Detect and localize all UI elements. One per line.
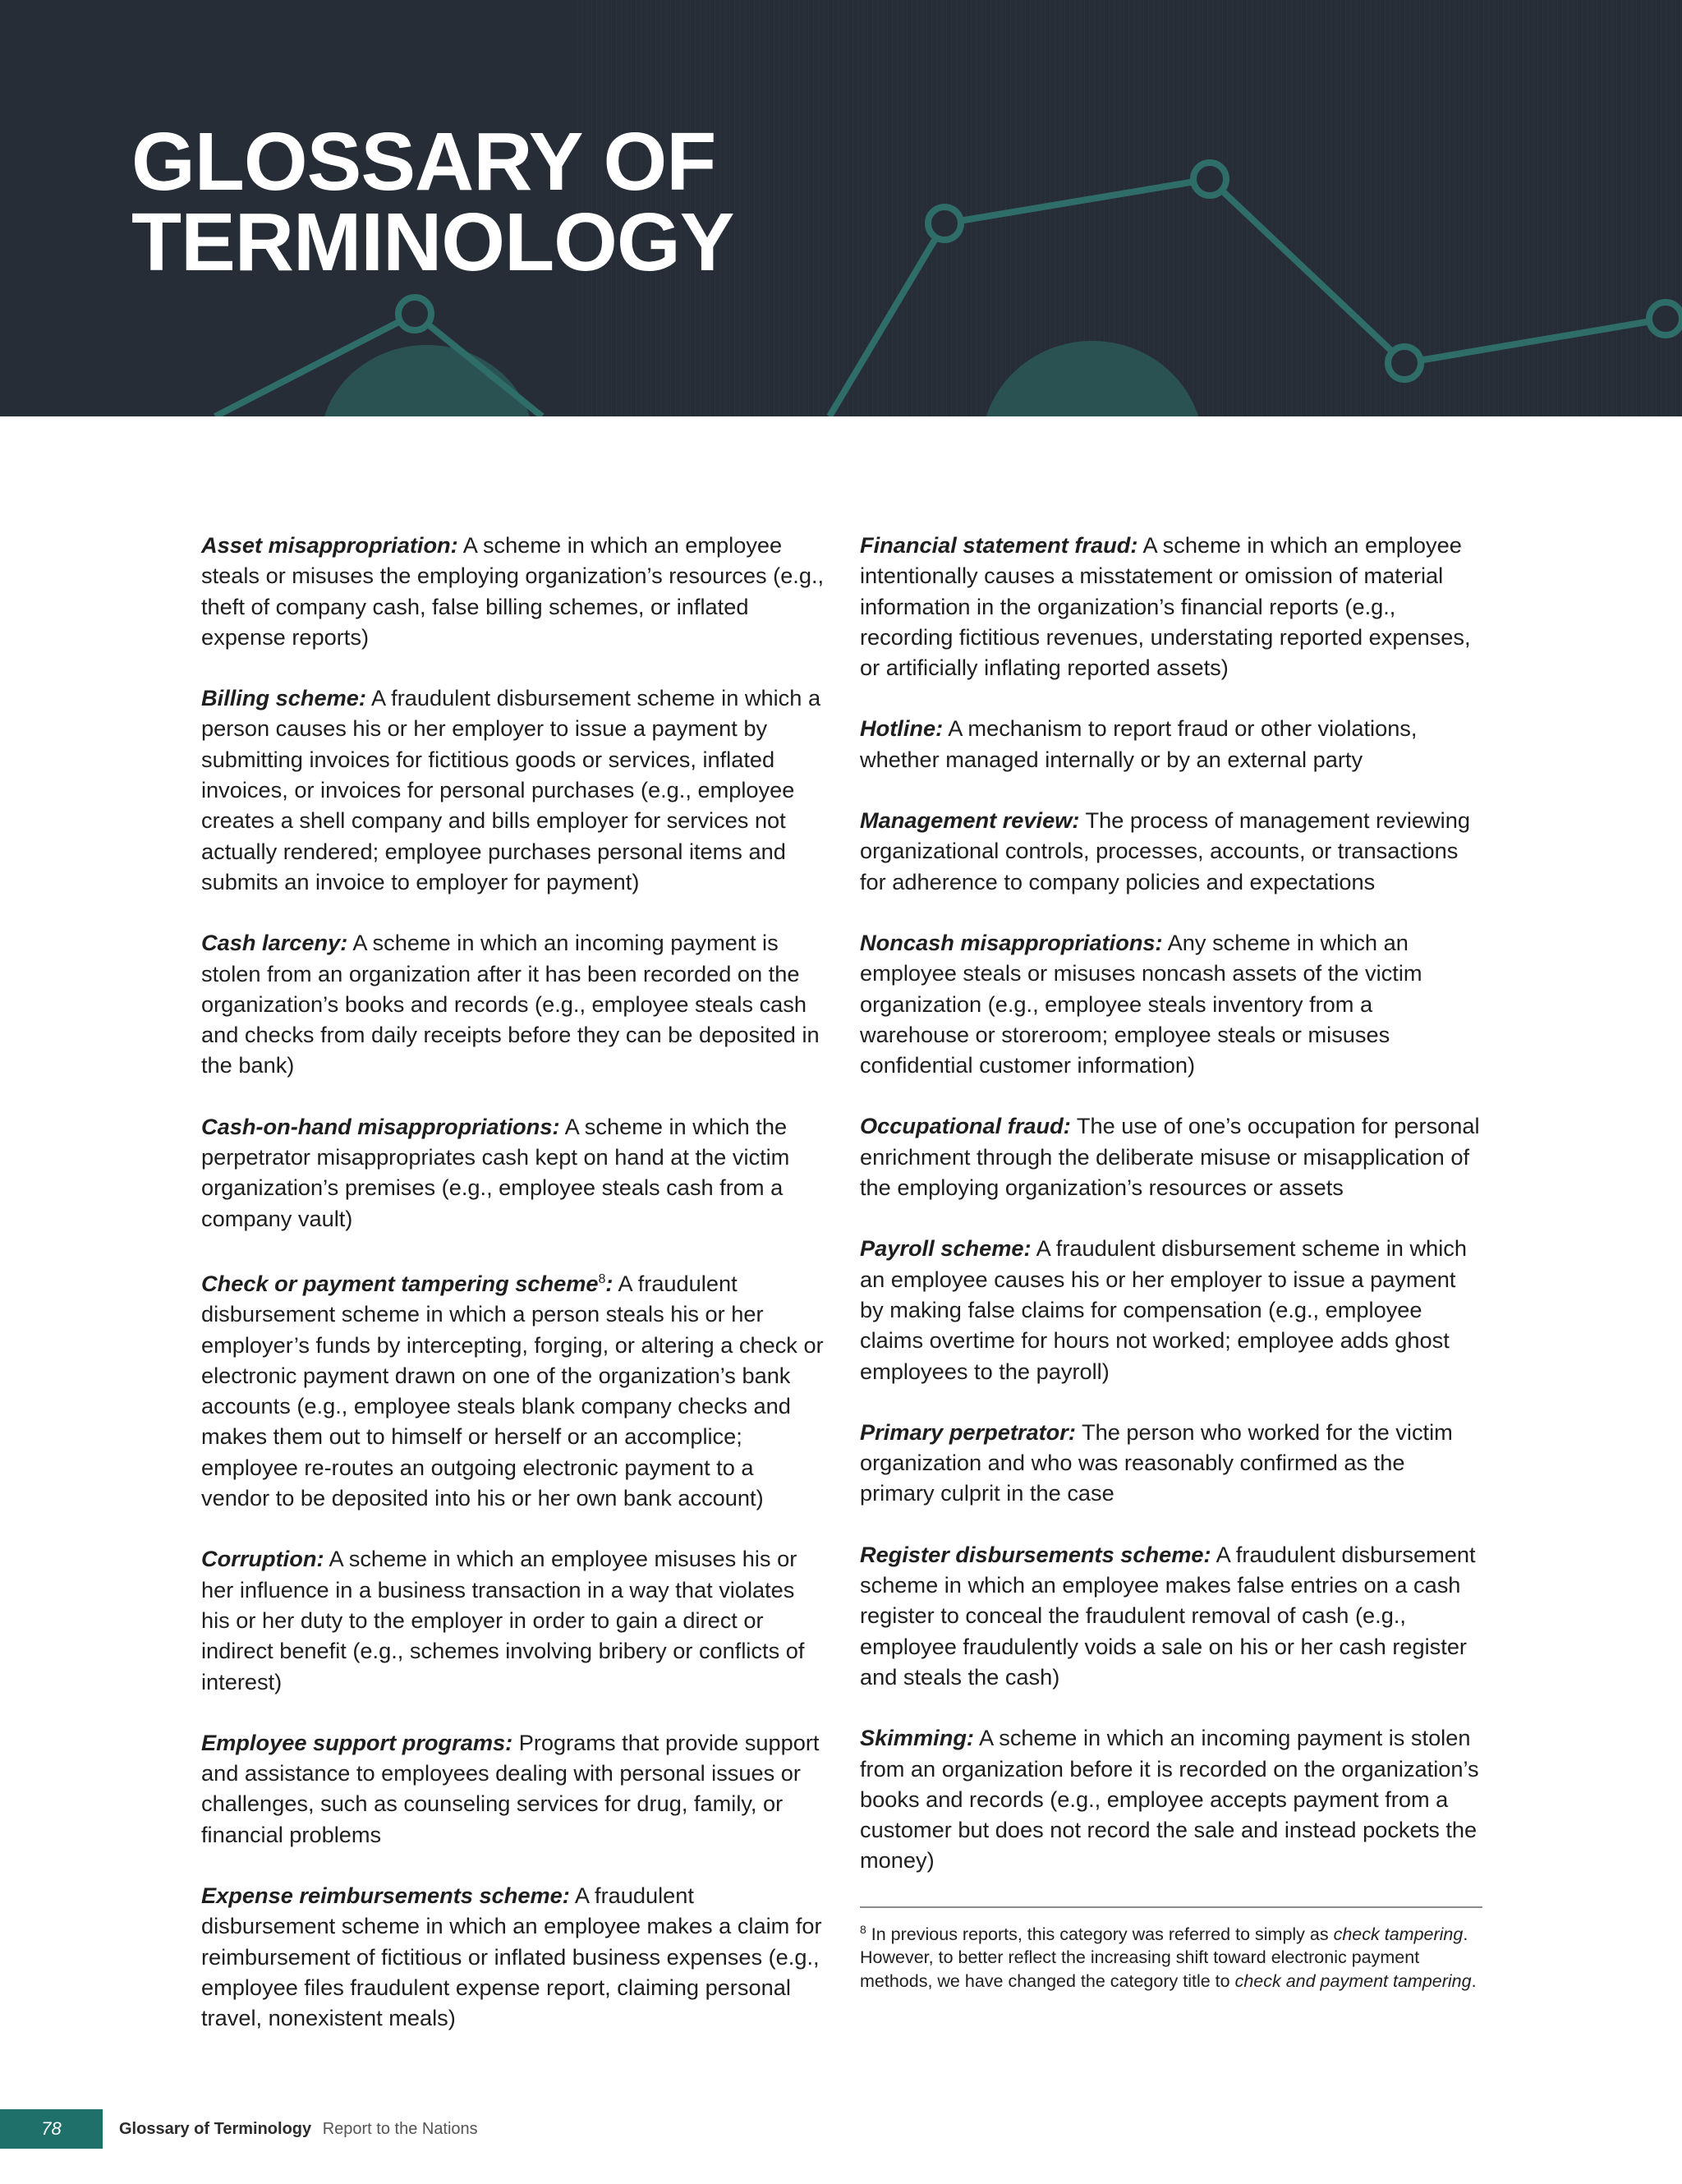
footnote-italic-b: check and payment tampering [1234, 1971, 1472, 1992]
glossary-entry-payroll-scheme [860, 1233, 1484, 1386]
term: Billing scheme: [201, 685, 366, 711]
term: Cash-on-hand misappropriations: [201, 1113, 560, 1139]
page-number: 78 [0, 2109, 103, 2149]
glossary-entry-cash-larceny [201, 927, 825, 1080]
glossary-entry-skimming [860, 1722, 1484, 1875]
definition: Any scheme in which an employee steals or misuses noncash assets of the victim organization (e.g., employee steals inventory from a warehouse or storeroom; employee steals or misuses confidential customer information) [860, 929, 1422, 1078]
glossary-entry-hotline [860, 713, 1484, 775]
glossary-entry-register-disbursements [860, 1539, 1484, 1692]
definition: The use of one’s occupation for personal enrichment through the deliberate misuse or misapplication of the employing organization’s resources or assets [860, 1113, 1480, 1201]
footnote-text-a: In previous reports, this category was referred to simply as [866, 1924, 1334, 1944]
page-title [131, 116, 734, 288]
term: Corruption: [201, 1546, 324, 1572]
term: Asset misappropriation: [201, 532, 458, 558]
footnote-ref[interactable]: 8 [598, 1271, 606, 1286]
definition: Programs that provide support and assistance to employees dealing with personal issues or challenges, such as counseling services for drug, family, or financial problems [201, 1729, 820, 1847]
definition: A fraudulent disbursement scheme in which a person steals his or her employer’s funds by intercepting, forging, or altering a check or electronic payment drawn on one of the organization’s bank accounts (e.g., employee steals blank company checks and makes them out to himself or herself or an accomplice; employee re-routes an outgoing electronic payment to a vendor to be deposited into his or her own bank account) [201, 1271, 824, 1511]
definition: A scheme in which an employee misuses his or her influence in a business transaction in a way that violates his or her duty to the employer in order to gain a direct or indirect benefit (e.g., schemes involving bribery or conflicts of interest) [201, 1546, 805, 1694]
definition: A fraudulent disbursement scheme in which an employee causes his or her employer to issue a payment by making false claims for compensation (e.g., employee claims overtime for hours not worked; employee adds ghost employees to the payroll) [860, 1235, 1467, 1384]
footnote-text-c: . [1471, 1971, 1477, 1992]
glossary-entry-expense-reimbursements [201, 1880, 825, 2033]
glossary-entry-corruption [201, 1543, 825, 1696]
header-banner [0, 0, 1682, 416]
term-colon: : [605, 1271, 614, 1296]
page-footer [0, 2109, 1682, 2149]
footnote-text-b: . However, to better reflect the increasing shift toward electronic payment methods, we have changed the category title to [860, 1924, 1468, 1992]
glossary-left-column [201, 530, 825, 2064]
footnote [860, 1918, 1484, 1993]
definition: A fraudulent disbursement scheme in which an employee makes false entries on a cash register to conceal the fraudulent removal of cash (e.g., employee fraudulently voids a sale on his or her cash register and steals the cash) [860, 1541, 1476, 1690]
glossary-right-column [860, 530, 1484, 1993]
term-text: Check or payment tampering scheme [201, 1271, 599, 1296]
footnote-number: 8 [860, 1922, 866, 1936]
running-footer [119, 2109, 478, 2149]
term: Primary perpetrator: [860, 1418, 1076, 1445]
term: Register disbursements scheme: [860, 1541, 1211, 1567]
definition: A scheme in which the perpetrator misappropriates cash kept on hand at the victim organization’s premises (e.g., employee steals cash from a company vault) [201, 1113, 790, 1231]
term: Hotline: [860, 715, 944, 742]
term: Cash larceny: [201, 930, 348, 956]
definition: The process of management reviewing organizational controls, processes, accounts, or transactions for adherence to company policies and expectations [860, 807, 1470, 894]
term: Skimming: [860, 1725, 974, 1751]
term: Employee support programs: [201, 1729, 513, 1755]
definition: A scheme in which an incoming payment is stolen from an organization after it has been recorded on the organization’s books and records (e.g., employee steals cash and checks from daily receipts before they can be deposited in the bank) [201, 930, 820, 1078]
footnote-italic-a: check tampering [1333, 1924, 1464, 1944]
definition: A scheme in which an employee intentionally causes a misstatement or omission of material information in the organization’s financial reports (e.g., recording fictitious revenues, understating reported expenses, or artificially inflating reported assets) [860, 532, 1471, 681]
glossary-entry-employee-support [201, 1727, 825, 1850]
title-line-2: TERMINOLOGY [131, 196, 734, 288]
glossary-entry-billing-scheme [201, 683, 825, 897]
glossary-entry-check-tampering [201, 1264, 825, 1513]
glossary-entry-management-review [860, 805, 1484, 897]
footer-section-title: Glossary of Terminology [119, 2120, 312, 2138]
definition: A fraudulent disbursement scheme in which an employee makes a claim for reimbursement of fictitious or inflated business expenses (e.g., employee files fraudulent expense report, claiming personal travel, nonexistent meals) [201, 1883, 822, 2031]
glossary-entry-cash-on-hand [201, 1111, 825, 1234]
definition: The person who worked for the victim organization and who was reasonably confirmed as the primary culprit in the case [860, 1418, 1453, 1506]
term [201, 1271, 613, 1296]
term: Noncash misappropriations: [860, 929, 1163, 955]
glossary-entry-asset-misappropriation [201, 530, 825, 652]
glossary-entry-occupational-fraud [860, 1110, 1484, 1202]
term: Expense reimbursements scheme: [201, 1883, 570, 1909]
glossary-entry-noncash-misappropriations [860, 927, 1484, 1080]
definition: A scheme in which an employee steals or misuses the employing organization’s resources (e.g., theft of company cash, false billing schemes, or inflated expense reports) [201, 532, 825, 650]
footnote-divider [860, 1906, 1482, 1908]
term: Occupational fraud: [860, 1113, 1071, 1139]
glossary-entry-financial-statement-fraud [860, 530, 1484, 683]
definition: A mechanism to report fraud or other violations, whether managed internally or by an external party [860, 715, 1418, 772]
title-line-1: GLOSSARY OF [131, 116, 716, 208]
glossary-entry-primary-perpetrator [860, 1417, 1484, 1509]
term: Management review: [860, 807, 1080, 834]
definition: A fraudulent disbursement scheme in which a person causes his or her employer to issue a payment by submitting invoices for fictitious goods or services, inflated invoices, or invoices for personal purchases (e.g., employee creates a shell company and bills employer for services not actually rendered; employee purchases personal items and submits an invoice to employer for payment) [201, 685, 821, 894]
term: Payroll scheme: [860, 1235, 1032, 1262]
definition: A scheme in which an incoming payment is stolen from an organization before it is recorded on the organization’s books and records (e.g., employee accepts payment from a customer but does not record the sale and instead pockets the money) [860, 1725, 1479, 1874]
footer-publication-title: Report to the Nations [322, 2120, 478, 2138]
term: Financial statement fraud: [860, 532, 1138, 558]
